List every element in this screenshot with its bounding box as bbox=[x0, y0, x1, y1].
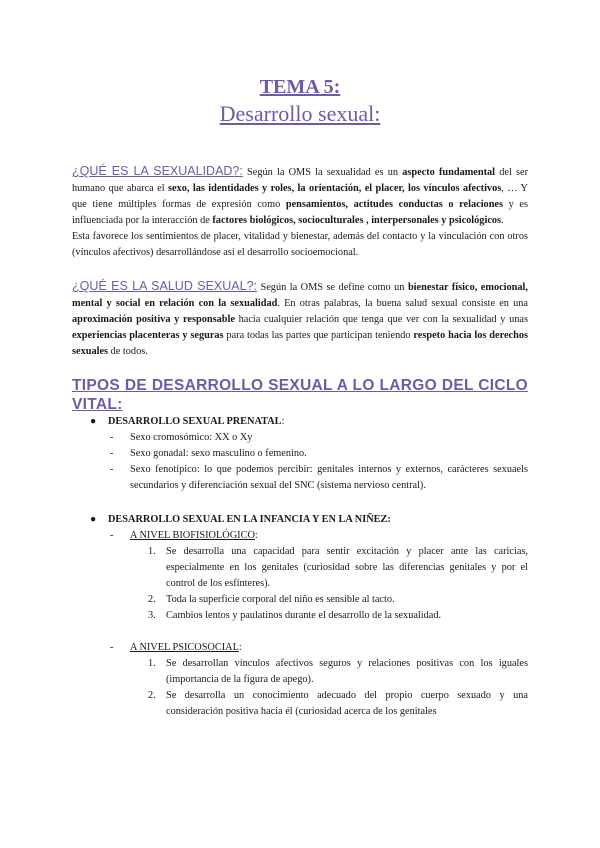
biofisiologico-list bbox=[130, 544, 528, 624]
page-title: TEMA 5: bbox=[259, 76, 341, 98]
prenatal-title: DESARROLLO SEXUAL PRENATAL bbox=[108, 416, 282, 427]
sexualidad-question: ¿QUÉ ES LA SEXUALIDAD?: bbox=[72, 164, 243, 178]
list-item: 1. Se desarrollan vínculos afectivos seguros y relaciones positivas con los iguales (importancia de la figura de apego). bbox=[148, 658, 528, 685]
spacer bbox=[108, 624, 528, 640]
psicosocial-label: A NIVEL PSICOSOCIAL bbox=[130, 642, 239, 653]
dash-icon: - bbox=[110, 432, 114, 443]
psicosocial-list bbox=[130, 656, 528, 720]
psicosocial-item: - A NIVEL PSICOSOCIAL: 1. Se desarrollan vínculos afectivos seguros y relaciones positivas con los iguales (importancia de la figura de apego). 2. Se desarrolla un conocimiento adecuado del propio cuerpo sexuado y una consideración positiva hacia él (curiosidad acerca de los genitales bbox=[108, 640, 528, 720]
section-salud-sexual bbox=[72, 278, 528, 360]
salud-sexual-question: ¿QUÉ ES LA SALUD SEXUAL?: bbox=[72, 279, 258, 293]
list-item: 2. Se desarrolla un conocimiento adecuado del propio cuerpo sexuado y una consideración positiva hacia él (curiosidad acerca de los genitales bbox=[148, 690, 528, 717]
document-page bbox=[72, 74, 528, 720]
infancia-item bbox=[72, 512, 528, 720]
list-item: - Sexo gonadal: sexo masculino o femenino. bbox=[108, 446, 528, 462]
sexualidad-paragraph: ¿QUÉ ES LA SEXUALIDAD?: Según la OMS la sexualidad es un aspecto fundamental del ser humano que abarca el sexo, las identidades y roles, la orientación, el placer, los vínculos afectivos, … Y que tiene múltiples formas de expresión como pensamientos, actitudes conductas o relaciones y es influenciada por la interacción de factores biológicos, socioculturales , interpersonales y psicológicos. bbox=[72, 164, 529, 226]
list-item: - Sexo fenotípico: lo que podemos percibir: genitales internos y externos, carácteres sexuaels secundarios y diferenciación sexual del SNC (sistema nervioso central). bbox=[110, 464, 528, 491]
list-item: - Sexo cromosómico: XX o Xy bbox=[108, 430, 528, 446]
tipos-list bbox=[72, 414, 528, 720]
bullet-icon: ● bbox=[90, 416, 97, 427]
dash-icon: - bbox=[110, 448, 114, 459]
page-subtitle: Desarrollo sexual: bbox=[219, 101, 381, 126]
dash-icon: - bbox=[110, 464, 114, 475]
tipos-heading: TIPOS DE DESARROLLO SEXUAL A LO LARGO DEL CICLO VITAL: bbox=[72, 377, 528, 413]
salud-sexual-paragraph: ¿QUÉ ES LA SALUD SEXUAL?: Según la OMS se define como un bienestar físico, emocional, mental y social en relación con la sexualidad. En otras palabras, la buena salud sexual consiste en una aproximación positiva y responsable hacia cualquier relación que tenga que ver con la sexualidad y unas experiencias placenteras y seguras para todas las partes que participan teniendo respeto hacia los derechos sexuales de todos. bbox=[72, 279, 529, 357]
biofisiologico-item: - A NIVEL BIOFISIOLÓGICO: 1. Se desarrolla una capacidad para sentir excitación y placer ante las caricias, especialmente en los genitales (curiosidad sobre las diferencias genitales y por el control de los esfínteres). 2. Toda la superficie corporal del niño es sensible al tacto. 3. Cambios lentos y paulatinos durante el desarrollo de la sexualidad. bbox=[108, 528, 528, 624]
list-item: 3. Cambios lentos y paulatinos durante el desarrollo de la sexualidad. bbox=[148, 610, 442, 621]
biofisiologico-label: A NIVEL BIOFISIOLÓGICO bbox=[130, 530, 255, 541]
dash-icon: - bbox=[110, 642, 114, 653]
dash-icon: - bbox=[110, 530, 114, 541]
prenatal-sublist bbox=[108, 430, 528, 494]
spacer bbox=[72, 494, 528, 512]
section-sexualidad bbox=[72, 163, 528, 261]
list-item: 1. Se desarrolla una capacidad para sentir excitación y placer ante las caricias, especialmente en los genitales (curiosidad sobre las diferencias genitales y por el control de los esfínteres). bbox=[148, 546, 528, 589]
sexualidad-paragraph-2: Esta favorece los sentimientos de placer, vitalidad y bienestar, además del contacto y la vinculación con otros (vínculos afectivos) desarrollándose así el desarrollo socioemocional. bbox=[72, 231, 528, 258]
infancia-title: DESARROLLO SEXUAL EN LA INFANCIA Y EN LA NIÑEZ: bbox=[108, 514, 391, 525]
bullet-icon: ● bbox=[90, 514, 97, 525]
infancia-sublist bbox=[108, 528, 528, 720]
prenatal-item: ● DESARROLLO SEXUAL PRENATAL: - Sexo cromosómico: XX o Xy - Sexo gonadal: sexo masculino o femenino. - Sexo fenotípico: lo que podemos percibir: genitales internos y externos, carácteres sexuaels secundarios y diferenciación sexual del SNC (sistema nervioso central). bbox=[72, 414, 528, 494]
list-item: 2. Toda la superficie corporal del niño es sensible al tacto. bbox=[148, 594, 395, 605]
